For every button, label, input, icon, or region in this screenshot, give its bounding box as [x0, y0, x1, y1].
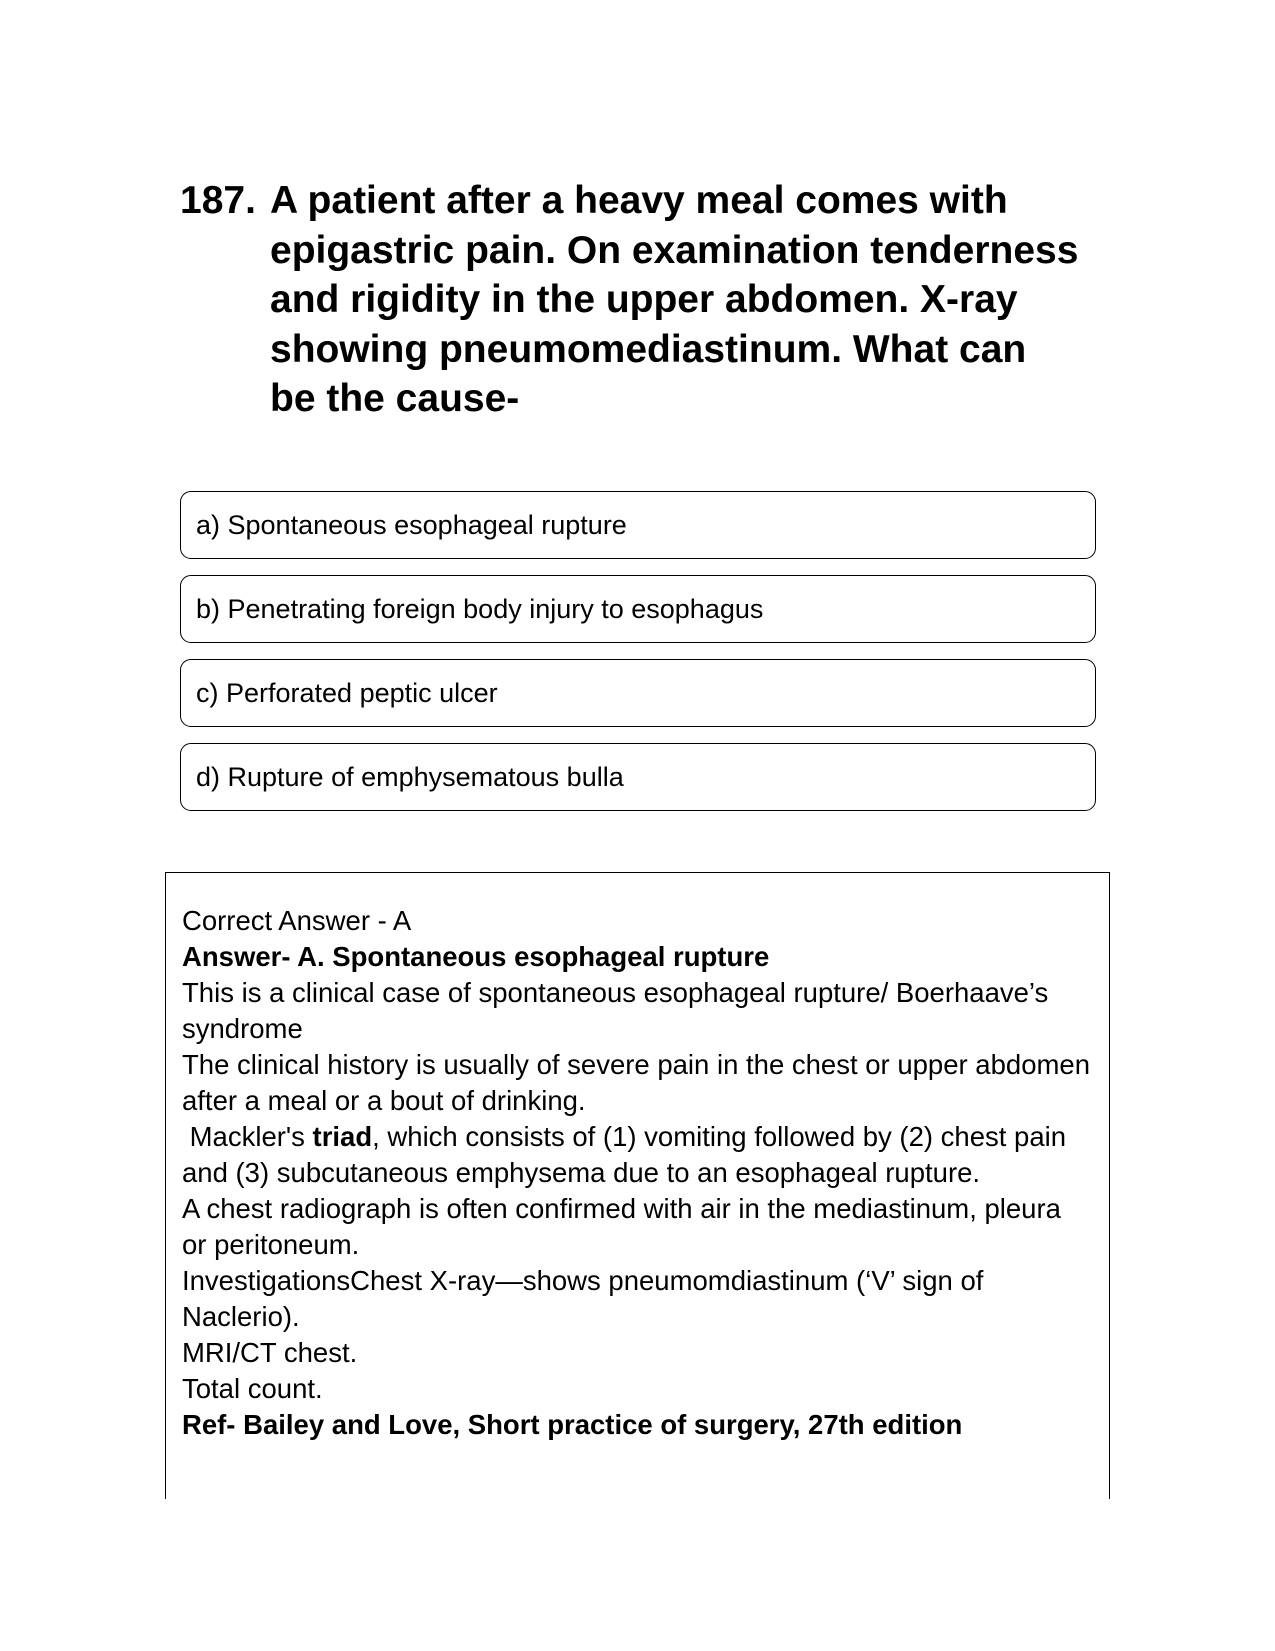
option-c[interactable]: c) Perforated peptic ulcer [180, 659, 1096, 727]
explanation-paragraph: A chest radiograph is often confirmed with air in the mediastinum, pleura or peritoneum. [182, 1193, 1061, 1260]
option-d[interactable]: d) Rupture of emphysematous bulla [180, 743, 1096, 811]
explanation-paragraph: MRI/CT chest. [182, 1337, 358, 1368]
answer-heading: Answer- A. Spontaneous esophageal rupture [182, 941, 770, 972]
question [180, 176, 1080, 424]
explanation-paragraph: Total count. [182, 1373, 323, 1404]
explanation-paragraph [182, 1119, 1093, 1191]
question-text: A patient after a heavy meal comes with epigastric pain. On examination tenderness and rigidity in the upper abdomen. X-ray showing pneumomediastinum. What can be the cause- [270, 179, 1079, 420]
explanation-paragraph: The clinical history is usually of severe pain in the chest or upper abdomen after a meal or a bout of drinking. [182, 1049, 1090, 1116]
explanation-box [165, 872, 1110, 1499]
mackler-prefix: Mackler's [182, 1121, 313, 1152]
explanation-paragraph: InvestigationsChest X-ray—shows pneumomdiastinum (‘V’ sign of Naclerio). [182, 1265, 984, 1332]
reference: Ref- Bailey and Love, Short practice of surgery, 27th edition [182, 1409, 963, 1440]
options-list [180, 491, 1096, 827]
correct-answer: Correct Answer - A [182, 905, 412, 936]
question-number: 187. [180, 179, 256, 222]
triad-term: triad [312, 1121, 373, 1152]
explanation-paragraph: This is a clinical case of spontaneous esophageal rupture/ Boerhaave’s syndrome [182, 977, 1049, 1044]
option-b[interactable]: b) Penetrating foreign body injury to esophagus [180, 575, 1096, 643]
option-a[interactable]: a) Spontaneous esophageal rupture [180, 491, 1096, 559]
mackler-rest: , which consists of (1) vomiting followed by (2) chest pain and (3) subcutaneous emphysema due to an esophageal rupture. [182, 1121, 1067, 1188]
